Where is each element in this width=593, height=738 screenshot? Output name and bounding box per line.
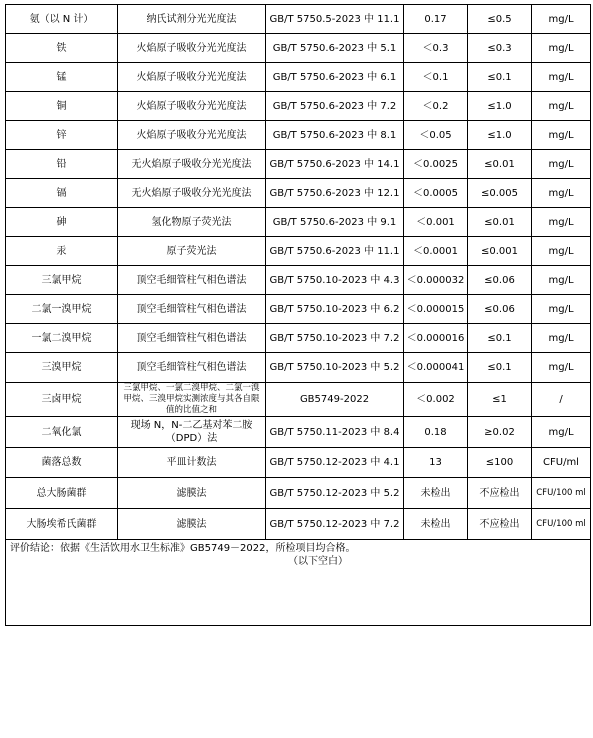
test-item-cell [6,383,118,417]
test-method-cell [118,208,266,237]
unit-cell [532,208,591,237]
test-method-cell [118,417,266,448]
test-result-cell [404,383,468,417]
unit: mg/L [548,362,574,373]
test-item: 二氧化氯 [41,426,82,438]
test-result-cell [404,448,468,478]
test-standard-cell [266,237,404,266]
test-item: 铜 [56,100,67,112]
test-result-cell [404,324,468,353]
table-row [6,34,591,63]
test-method-cell [118,324,266,353]
test-standard-cell [266,353,404,383]
test-result: 未检出 [420,487,451,499]
standard-limit: 不应检出 [479,518,520,530]
test-item-cell [6,478,118,509]
unit-cell [532,448,591,478]
test-method-cell [118,237,266,266]
test-result-cell [404,478,468,509]
test-item-cell [6,121,118,150]
standard-limit: ≤1.0 [487,129,512,141]
test-standard-cell [266,63,404,92]
test-item: 汞 [56,245,67,257]
test-standard: GB/T 5750.10-2023 中 5.2 [269,362,400,373]
test-method: 火焰原子吸收分光光度法 [136,71,247,83]
test-item-cell [6,150,118,179]
test-standard: GB/T 5750.5-2023 中 11.1 [269,13,400,25]
test-result: ＜0.000032 [406,274,465,286]
standard-limit-cell [468,179,532,208]
test-method-cell [118,150,266,179]
test-standard: GB/T 5750.12-2023 中 4.1 [269,457,400,468]
test-method: 顶空毛细管柱气相色谱法 [136,362,247,373]
unit: CFU/ml [543,457,579,468]
table-row [6,237,591,266]
test-item: 氨（以 N 计） [29,13,94,25]
table-row [6,208,591,237]
test-method: 滤膜法 [176,518,207,530]
test-method: 氢化物原子荧光法 [151,216,232,228]
unit-cell [532,266,591,295]
test-item-cell [6,237,118,266]
test-standard-cell [266,324,404,353]
test-standard-cell [266,448,404,478]
table-row [6,5,591,34]
unit-cell [532,353,591,383]
table-row [6,63,591,92]
test-item-cell [6,208,118,237]
test-item-cell [6,179,118,208]
test-standard-cell [266,266,404,295]
unit-cell [532,63,591,92]
test-standard-cell [266,208,404,237]
test-method: 无火焰原子吸收分光光度法 [131,158,252,170]
test-item: 铅 [56,158,67,170]
test-result-cell [404,353,468,383]
unit: / [559,394,563,405]
test-item: 总大肠菌群 [36,487,87,499]
test-item: 三溴甲烷 [41,362,82,373]
standard-limit-cell [468,478,532,509]
table-row [6,417,591,448]
test-item-cell [6,353,118,383]
standard-limit-cell [468,92,532,121]
test-result: ＜0.000016 [406,332,465,344]
unit-cell [532,34,591,63]
test-standard-cell [266,383,404,417]
unit-cell [532,478,591,509]
test-item-cell [6,92,118,121]
test-result-cell [404,92,468,121]
test-standard: GB/T 5750.6-2023 中 7.2 [272,100,397,112]
unit: mg/L [548,42,574,54]
unit-cell [532,92,591,121]
test-result-cell [404,509,468,540]
test-method-cell [118,121,266,150]
test-method: 顶空毛细管柱气相色谱法 [136,332,247,344]
test-result: ＜0.0001 [413,245,458,257]
test-result-cell [404,150,468,179]
standard-limit: ≤1 [492,394,507,405]
conclusion-row [6,540,591,626]
table-row [6,509,591,540]
standard-limit: ≤0.1 [487,71,512,83]
test-item: 菌落总数 [41,457,82,468]
standard-limit-cell [468,121,532,150]
test-result-cell [404,63,468,92]
standard-limit-cell [468,34,532,63]
test-item: 一氯二溴甲烷 [31,332,92,344]
test-item-cell [6,417,118,448]
test-method: 顶空毛细管柱气相色谱法 [136,303,247,315]
unit: mg/L [548,303,574,315]
standard-limit: ≤0.06 [484,303,515,315]
unit: mg/L [548,100,574,112]
table-row [6,353,591,383]
test-standard: GB/T 5750.6-2023 中 11.1 [269,245,400,257]
test-method-cell [118,509,266,540]
table-row [6,92,591,121]
table-row [6,324,591,353]
test-result: ＜0.3 [422,42,449,54]
table-row [6,383,591,417]
standard-limit: ≤0.5 [487,13,512,25]
test-result: ＜0.001 [416,216,455,228]
standard-limit: ≤0.01 [484,158,515,170]
unit: mg/L [548,216,574,228]
table-body [6,5,591,540]
standard-limit-cell [468,63,532,92]
standard-limit-cell [468,448,532,478]
test-item: 二氯一溴甲烷 [31,303,92,315]
test-result: ＜0.2 [422,100,449,112]
standard-limit-cell [468,150,532,179]
test-item: 砷 [56,216,67,228]
standard-limit: ≥0.02 [484,426,515,438]
test-result: ＜0.1 [422,71,449,83]
test-method-cell [118,448,266,478]
test-standard: GB5749-2022 [299,394,370,405]
test-standard: GB/T 5750.12-2023 中 7.2 [269,518,400,530]
test-item-cell [6,295,118,324]
unit-cell [532,417,591,448]
conclusion-cell [6,540,591,626]
unit-cell [532,509,591,540]
test-method-cell [118,179,266,208]
test-item: 三氯甲烷 [41,274,82,286]
test-standard-cell [266,150,404,179]
test-method: 无火焰原子吸收分光光度法 [131,187,252,199]
test-result-cell [404,417,468,448]
test-item-cell [6,509,118,540]
standard-limit-cell [468,383,532,417]
standard-limit: ≤1.0 [487,100,512,112]
test-standard-cell [266,92,404,121]
test-result-cell [404,34,468,63]
test-result: ＜0.000041 [406,362,465,373]
test-method-cell [118,34,266,63]
blank-below-note: （以下空白） [288,556,348,567]
standard-limit: ≤0.01 [484,216,515,228]
standard-limit: ≤0.1 [487,362,512,373]
test-standard-cell [266,5,404,34]
standard-limit-cell [468,5,532,34]
test-standard-cell [266,509,404,540]
test-standard: GB/T 5750.6-2023 中 12.1 [269,187,400,199]
standard-limit-cell [468,509,532,540]
test-method-cell [118,266,266,295]
standard-limit-cell [468,208,532,237]
test-result: ＜0.000015 [406,303,465,315]
standard-limit: ≤0.001 [480,245,518,257]
table-row [6,448,591,478]
test-item: 锌 [56,129,67,141]
table-row [6,150,591,179]
test-standard: GB/T 5750.12-2023 中 5.2 [269,487,400,499]
test-method-cell [118,478,266,509]
test-method-cell [118,353,266,383]
test-method: 平皿计数法 [166,457,217,468]
test-item-cell [6,63,118,92]
test-standard-cell [266,179,404,208]
test-item: 镉 [56,187,67,199]
table-row [6,179,591,208]
unit-cell [532,179,591,208]
test-method-cell [118,295,266,324]
unit-cell [532,295,591,324]
unit: mg/L [548,426,574,438]
test-results-table [5,4,591,626]
test-standard: GB/T 5750.6-2023 中 8.1 [272,129,397,141]
test-result-cell [404,208,468,237]
test-standard-cell [266,478,404,509]
test-standard-cell [266,34,404,63]
standard-limit: ≤0.3 [487,42,512,54]
unit: mg/L [548,187,574,199]
unit: mg/L [548,13,574,25]
test-result-cell [404,121,468,150]
test-result: 未检出 [420,518,451,530]
unit-cell [532,324,591,353]
unit-cell [532,5,591,34]
unit: mg/L [548,158,574,170]
test-standard: GB/T 5750.11-2023 中 8.4 [269,426,400,438]
test-result-cell [404,237,468,266]
test-standard: GB/T 5750.10-2023 中 4.3 [269,274,400,286]
test-method: 火焰原子吸收分光光度法 [136,42,247,54]
test-result-cell [404,5,468,34]
test-result-cell [404,295,468,324]
test-result: ＜0.0005 [413,187,458,199]
unit-cell [532,383,591,417]
test-method: 原子荧光法 [166,245,217,257]
test-method: 火焰原子吸收分光光度法 [136,100,247,112]
test-result: ＜0.0025 [413,158,458,170]
unit: mg/L [548,71,574,83]
standard-limit: ≤0.06 [484,274,515,286]
standard-limit-cell [468,295,532,324]
test-standard: GB/T 5750.6-2023 中 6.1 [272,71,397,83]
unit: mg/L [548,245,574,257]
unit-cell [532,121,591,150]
unit: mg/L [548,332,574,344]
test-result: ＜0.05 [419,129,452,141]
test-standard: GB/T 5750.6-2023 中 9.1 [272,216,397,228]
test-standard: GB/T 5750.10-2023 中 6.2 [269,303,400,315]
standard-limit-cell [468,237,532,266]
unit-cell [532,150,591,179]
test-standard: GB/T 5750.6-2023 中 14.1 [269,158,400,170]
test-item: 大肠埃希氏菌群 [26,518,97,530]
test-method: 纳氏试剂分光光度法 [146,13,237,25]
unit: mg/L [548,129,574,141]
table-row [6,478,591,509]
unit-cell [532,237,591,266]
test-result: 0.18 [424,426,447,438]
test-method: 火焰原子吸收分光光度法 [136,129,247,141]
table-row [6,295,591,324]
test-method: 顶空毛细管柱气相色谱法 [136,274,247,286]
test-method-cell [118,63,266,92]
standard-limit-cell [468,324,532,353]
test-method-cell [118,383,266,417]
test-method: 滤膜法 [176,487,207,499]
test-item-cell [6,324,118,353]
test-method: 三氯甲烷、一氯二溴甲烷、二氯一溴甲烷、三溴甲烷实测浓度与其各自限值的比值之和 [123,383,260,415]
test-standard-cell [266,295,404,324]
standard-limit: ≤0.005 [480,187,518,199]
standard-limit: 不应检出 [479,487,520,499]
unit: CFU/100 ml [536,518,586,529]
standard-limit-cell [468,417,532,448]
test-standard: GB/T 5750.6-2023 中 5.1 [272,42,397,54]
standard-limit: ≤0.1 [487,332,512,344]
test-item: 锰 [56,71,67,83]
test-result-cell [404,266,468,295]
table-row [6,121,591,150]
evaluation-conclusion: 评价结论：依据《生活饮用水卫生标准》GB5749－2022，所检项目均合格。 [10,543,356,554]
test-result: 0.17 [424,13,447,25]
test-result: 13 [429,457,442,468]
test-result-cell [404,179,468,208]
test-method-cell [118,92,266,121]
test-result: ＜0.002 [416,394,455,405]
test-standard: GB/T 5750.10-2023 中 7.2 [269,332,400,344]
test-item-cell [6,448,118,478]
test-item: 铁 [56,42,67,54]
test-item-cell [6,34,118,63]
test-method-cell [118,5,266,34]
standard-limit: ≤100 [485,457,514,468]
test-standard-cell [266,121,404,150]
test-standard-cell [266,417,404,448]
standard-limit-cell [468,266,532,295]
test-item-cell [6,266,118,295]
test-item: 三卤甲烷 [41,394,82,405]
standard-limit-cell [468,353,532,383]
table-row [6,266,591,295]
test-item-cell [6,5,118,34]
unit: CFU/100 ml [536,487,586,498]
test-method: 现场 N，N-二乙基对苯二胺（DPD）法 [130,420,253,444]
unit: mg/L [548,274,574,286]
